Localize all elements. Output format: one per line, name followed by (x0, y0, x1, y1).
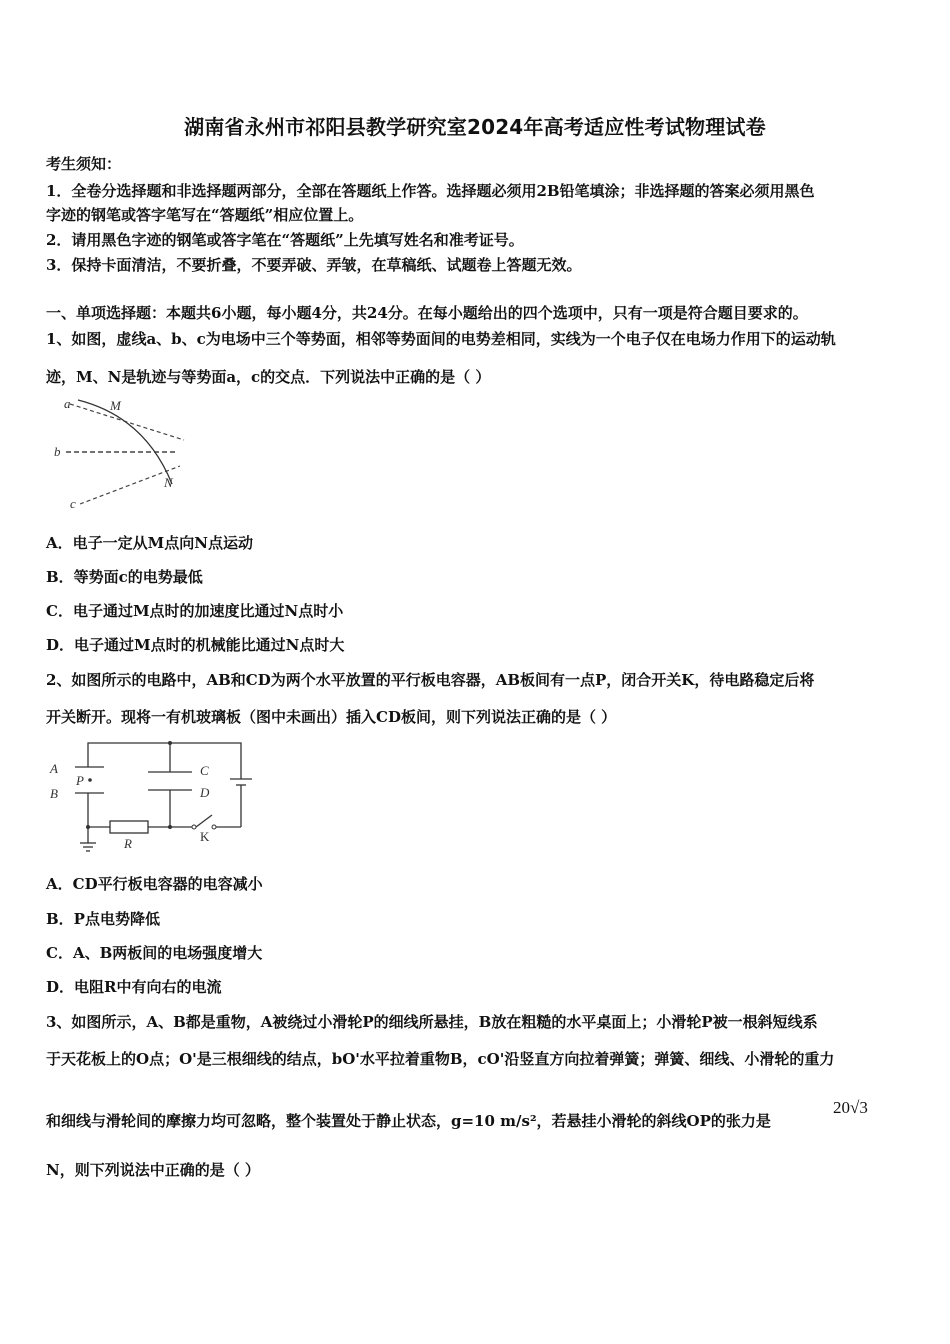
label-D: D (200, 785, 210, 800)
section-heading: 一、单项选择题：本题共6小题，每小题4分，共24分。在每小题给出的四个选项中，只有一项是符合题目要求的。 (46, 304, 808, 322)
label-R: R (124, 836, 132, 851)
switch-K (196, 815, 212, 827)
notice-item: 3．保持卡面清洁，不要折叠，不要弄破、弄皱，在草稿纸、试题卷上答题无效。 (46, 256, 582, 274)
label-b: b (54, 444, 61, 459)
resistor-R (110, 821, 148, 833)
circuit-figure (44, 735, 264, 860)
question-3-stem: 于天花板上的O点；O'是三根细线的结点，bO'水平拉着重物B，cO'沿竖直方向拉着弹簧；弹簧、细线、小滑轮的重力 (46, 1050, 835, 1068)
label-c: c (70, 496, 76, 511)
option: B．P点电势降低 (46, 910, 160, 928)
notice-heading: 考生须知： (46, 155, 122, 173)
question-3-stem: N，则下列说法中正确的是（ ） (46, 1161, 260, 1179)
label-B: B (50, 786, 58, 801)
option: D．电阻R中有向右的电流 (46, 978, 222, 996)
label-C: C (200, 763, 209, 778)
label-A: A (50, 761, 58, 776)
question-3-stem: 和细线与滑轮间的摩擦力均可忽略，整个装置处于静止状态，g=10 m/s²，若悬挂小滑轮的斜线OP的张力是 (46, 1112, 771, 1130)
label-N: N (164, 475, 173, 490)
question-2-stem: 开关断开。现将一有机玻璃板（图中未画出）插入CD板间，则下列说法正确的是（ ） (46, 708, 617, 726)
label-K: K (200, 829, 210, 844)
label-M: M (110, 398, 121, 413)
question-1-stem: 迹，M、N是轨迹与等势面a，c的交点．下列说法中正确的是（ ） (46, 368, 491, 386)
equipotential-figure (50, 392, 190, 516)
tension-value: 20√3 (833, 1098, 868, 1117)
option: B．等势面c的电势最低 (46, 568, 203, 586)
option: D．电子通过M点时的机械能比通过N点时大 (46, 636, 345, 654)
question-2-stem: 2、如图所示的电路中，AB和CD为两个水平放置的平行板电容器，AB板间有一点P，闭合开关K，待电路稳定后将 (46, 671, 815, 689)
notice-item: 字迹的钢笔或答字笔写在“答题纸”相应位置上。 (46, 206, 364, 224)
question-1-stem: 1、如图，虚线a、b、c为电场中三个等势面，相邻等势面间的电势差相同，实线为一个电子仅在电场力作用下的运动轨 (46, 330, 836, 348)
equipotential-line-a (70, 404, 184, 440)
option: C．A、B两板间的电场强度增大 (46, 944, 263, 962)
option: A．电子一定从M点向N点运动 (46, 534, 253, 552)
option: A．CD平行板电容器的电容减小 (46, 875, 263, 893)
label-P: P (76, 773, 84, 788)
notice-item: 1．全卷分选择题和非选择题两部分，全部在答题纸上作答。选择题必须用2B铅笔填涂；非选择题的答案必须用黑色 (46, 182, 815, 200)
question-3-stem: 3、如图所示，A、B都是重物，A被绕过小滑轮P的细线所悬挂，B放在粗糙的水平桌面上；小滑轮P被一根斜短线系 (46, 1013, 818, 1031)
label-a: a (64, 396, 71, 411)
notice-item: 2．请用黑色字迹的钢笔或答字笔在“答题纸”上先填写姓名和准考证号。 (46, 231, 524, 249)
electron-trajectory (78, 400, 172, 484)
point-P (88, 778, 92, 782)
option: C．电子通过M点时的加速度比通过N点时小 (46, 602, 344, 620)
page-title: 湖南省永州市祁阳县教学研究室2024年高考适应性考试物理试卷 (184, 115, 766, 139)
